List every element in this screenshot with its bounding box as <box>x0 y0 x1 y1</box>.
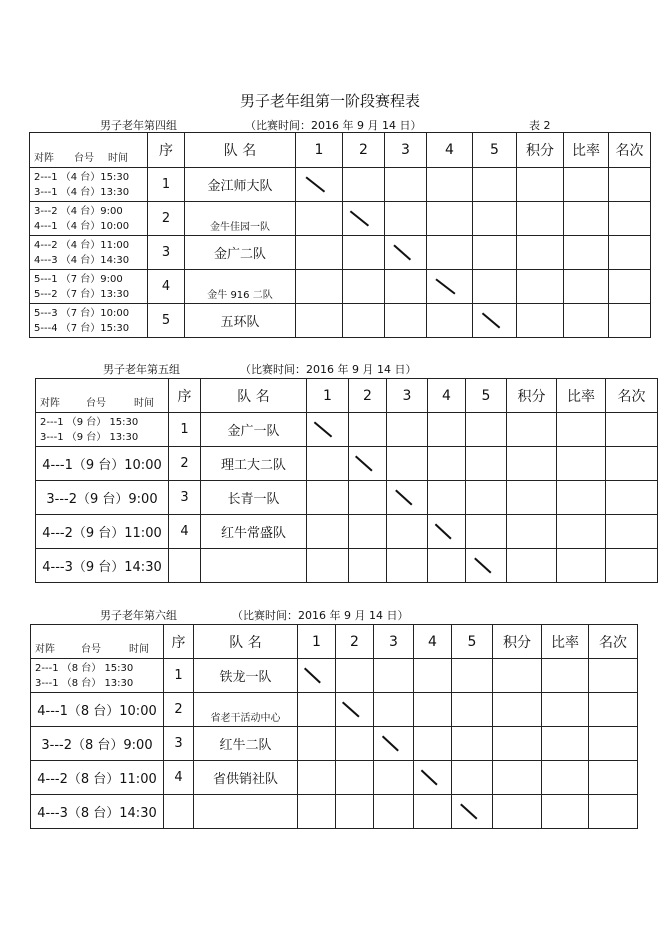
points-cell <box>507 549 557 583</box>
score-cell <box>428 481 466 515</box>
points-cell <box>493 693 542 727</box>
time-col-label: 时间 <box>129 644 149 655</box>
round-2-header: 2 <box>343 133 385 168</box>
table-col-label: 台号 <box>74 153 94 164</box>
rank-cell <box>589 761 638 795</box>
group-6-table <box>30 624 638 829</box>
rank-header: 名次 <box>609 133 651 168</box>
seq-cell: 2 <box>164 693 194 727</box>
match-line: 2---1 （9 台） 15:30 <box>40 416 139 428</box>
seq-cell: 1 <box>148 168 185 202</box>
match-line: 5---2 （7 台）13:30 <box>34 288 130 300</box>
diagonal-slash <box>343 202 384 235</box>
self-match-cell <box>296 168 343 202</box>
rank-cell <box>589 693 638 727</box>
team-cell: 金牛 916 二队 <box>185 270 296 304</box>
seq-header: 序 <box>169 379 201 413</box>
score-cell <box>387 447 428 481</box>
ratio-cell <box>557 515 606 549</box>
match-cell <box>30 304 148 338</box>
rank-header: 名次 <box>589 625 638 659</box>
group-4-table <box>29 132 651 338</box>
team-header: 队 名 <box>185 133 296 168</box>
score-cell <box>298 693 336 727</box>
team-cell: 红牛二队 <box>194 727 298 761</box>
match-line: 5---3 （7 台）10:00 <box>34 307 130 319</box>
score-cell <box>349 413 387 447</box>
round-5-header: 5 <box>466 379 507 413</box>
score-cell <box>428 549 466 583</box>
group-5-name: 男子老年第五组 <box>103 363 180 376</box>
group-5-time-note: （比赛时间：2016 年 9 月 14 日） <box>240 363 417 376</box>
rank-cell <box>609 270 651 304</box>
score-cell <box>385 304 427 338</box>
score-cell <box>349 481 387 515</box>
seq-cell: 1 <box>164 659 194 693</box>
points-cell <box>517 168 564 202</box>
seq-cell: 5 <box>148 304 185 338</box>
score-cell <box>374 795 414 829</box>
score-cell <box>452 761 493 795</box>
score-cell <box>307 549 349 583</box>
group-4-name: 男子老年第四组 <box>100 119 177 132</box>
seq-header: 序 <box>164 625 194 659</box>
match-cell <box>30 168 148 202</box>
rank-cell <box>606 413 658 447</box>
team-cell: 红牛常盛队 <box>201 515 307 549</box>
points-cell <box>517 270 564 304</box>
diagonal-slash <box>296 168 342 201</box>
rank-cell <box>589 727 638 761</box>
group-6-time-note: （比赛时间：2016 年 9 月 14 日） <box>232 609 409 622</box>
score-cell <box>349 515 387 549</box>
table-col-label: 台号 <box>81 644 101 655</box>
team-cell: 长青一队 <box>201 481 307 515</box>
score-cell <box>296 304 343 338</box>
points-header: 积分 <box>517 133 564 168</box>
score-cell <box>452 727 493 761</box>
match-col-label: 对阵 <box>35 644 55 655</box>
rank-cell <box>609 202 651 236</box>
match-cell <box>30 202 148 236</box>
points-cell <box>507 447 557 481</box>
group-6-name: 男子老年第六组 <box>100 609 177 622</box>
time-col-label: 时间 <box>108 153 128 164</box>
score-cell <box>473 202 517 236</box>
score-cell <box>296 270 343 304</box>
table-row <box>31 761 638 795</box>
self-match-cell <box>307 413 349 447</box>
rank-cell <box>606 515 658 549</box>
score-cell <box>414 659 452 693</box>
self-match-cell <box>374 727 414 761</box>
match-line: 5---1 （7 台）9:00 <box>34 273 123 285</box>
rank-cell <box>606 447 658 481</box>
diagonal-slash <box>349 447 386 480</box>
match-cell: 3---2（9 台）9:00 <box>36 481 169 515</box>
match-header-cell <box>30 133 148 168</box>
match-cell <box>30 270 148 304</box>
seq-cell: 4 <box>169 515 201 549</box>
match-line: 5---4 （7 台）15:30 <box>34 322 130 334</box>
diagonal-slash <box>452 795 492 828</box>
self-match-cell <box>387 481 428 515</box>
team-header: 队 名 <box>194 625 298 659</box>
round-1-header: 1 <box>296 133 343 168</box>
points-cell <box>507 515 557 549</box>
team-cell: 省老干活动中心 <box>194 693 298 727</box>
round-3-header: 3 <box>374 625 414 659</box>
score-cell <box>466 447 507 481</box>
ratio-cell <box>542 761 589 795</box>
score-cell <box>466 413 507 447</box>
ratio-cell <box>564 168 609 202</box>
seq-cell: 4 <box>164 761 194 795</box>
score-cell <box>307 515 349 549</box>
score-cell <box>427 236 473 270</box>
ratio-cell <box>542 659 589 693</box>
match-line: 3---2 （4 台）9:00 <box>34 205 123 217</box>
match-line: 3---1 （4 台）13:30 <box>34 186 130 198</box>
table-row <box>36 515 658 549</box>
seq-cell <box>169 549 201 583</box>
points-cell <box>493 727 542 761</box>
self-match-cell <box>298 659 336 693</box>
team-cell <box>194 795 298 829</box>
self-match-cell <box>473 304 517 338</box>
page-title: 男子老年组第一阶段赛程表 <box>239 92 420 110</box>
score-cell <box>336 727 374 761</box>
diagonal-slash <box>374 727 413 760</box>
ratio-cell <box>557 481 606 515</box>
seq-cell: 1 <box>169 413 201 447</box>
score-cell <box>349 549 387 583</box>
round-4-header: 4 <box>427 133 473 168</box>
team-cell <box>201 549 307 583</box>
score-cell <box>385 270 427 304</box>
ratio-cell <box>542 795 589 829</box>
score-cell <box>343 304 385 338</box>
self-match-cell <box>466 549 507 583</box>
team-cell: 金江师大队 <box>185 168 296 202</box>
table-row <box>36 413 658 447</box>
match-cell: 4---1（9 台）10:00 <box>36 447 169 481</box>
match-line: 3---1 （9 台） 13:30 <box>40 431 139 443</box>
points-cell <box>493 659 542 693</box>
round-5-header: 5 <box>473 133 517 168</box>
score-cell <box>374 659 414 693</box>
ratio-header: 比率 <box>542 625 589 659</box>
match-cell: 4---3（8 台）14:30 <box>31 795 164 829</box>
ratio-cell <box>557 413 606 447</box>
self-match-cell <box>427 270 473 304</box>
self-match-cell <box>349 447 387 481</box>
round-1-header: 1 <box>298 625 336 659</box>
diagonal-slash <box>307 413 348 446</box>
score-cell <box>385 202 427 236</box>
ratio-header: 比率 <box>564 133 609 168</box>
table-row <box>36 447 658 481</box>
ratio-cell <box>542 727 589 761</box>
table-row <box>30 168 651 202</box>
score-cell <box>473 168 517 202</box>
score-cell <box>343 168 385 202</box>
round-4-header: 4 <box>428 379 466 413</box>
score-cell <box>414 795 452 829</box>
match-line: 4---3 （4 台）14:30 <box>34 254 130 266</box>
self-match-cell <box>336 693 374 727</box>
match-line: 3---1 （8 台） 13:30 <box>35 677 134 689</box>
team-cell: 金广一队 <box>201 413 307 447</box>
score-cell <box>296 202 343 236</box>
score-cell <box>452 659 493 693</box>
score-cell <box>298 727 336 761</box>
score-cell <box>343 236 385 270</box>
ratio-cell <box>542 693 589 727</box>
diagonal-slash <box>473 304 516 337</box>
diagonal-slash <box>385 236 426 269</box>
round-3-header: 3 <box>385 133 427 168</box>
match-col-label: 对阵 <box>40 398 60 409</box>
diagonal-slash <box>298 659 335 692</box>
table-row <box>31 693 638 727</box>
score-cell <box>466 481 507 515</box>
ratio-cell <box>557 447 606 481</box>
diagonal-slash <box>387 481 427 514</box>
ratio-cell <box>557 549 606 583</box>
score-cell <box>473 270 517 304</box>
ratio-header: 比率 <box>557 379 606 413</box>
team-cell: 金广二队 <box>185 236 296 270</box>
points-header: 积分 <box>507 379 557 413</box>
score-cell <box>343 270 385 304</box>
score-cell <box>428 447 466 481</box>
score-cell <box>298 795 336 829</box>
seq-header: 序 <box>148 133 185 168</box>
seq-cell: 4 <box>148 270 185 304</box>
score-cell <box>336 659 374 693</box>
table-row <box>30 270 651 304</box>
match-cell <box>30 236 148 270</box>
rank-cell <box>589 659 638 693</box>
rank-cell <box>609 304 651 338</box>
match-line: 2---1 （4 台）15:30 <box>34 171 130 183</box>
score-cell <box>473 236 517 270</box>
ratio-cell <box>564 270 609 304</box>
table-row <box>36 549 658 583</box>
self-match-cell <box>343 202 385 236</box>
points-cell <box>493 761 542 795</box>
self-match-cell <box>385 236 427 270</box>
table-row <box>30 304 651 338</box>
time-col-label: 时间 <box>134 398 154 409</box>
match-col-label: 对阵 <box>34 153 54 164</box>
rank-header: 名次 <box>606 379 658 413</box>
score-cell <box>466 515 507 549</box>
score-cell <box>387 515 428 549</box>
table-row <box>31 795 638 829</box>
points-cell <box>507 413 557 447</box>
points-cell <box>517 304 564 338</box>
score-cell <box>307 447 349 481</box>
ratio-cell <box>564 304 609 338</box>
score-cell <box>414 727 452 761</box>
team-cell: 省供销社队 <box>194 761 298 795</box>
seq-cell <box>164 795 194 829</box>
team-cell: 铁龙一队 <box>194 659 298 693</box>
rank-cell <box>589 795 638 829</box>
seq-cell: 3 <box>169 481 201 515</box>
seq-cell: 2 <box>169 447 201 481</box>
score-cell <box>374 761 414 795</box>
table-row <box>36 481 658 515</box>
diagonal-slash <box>414 761 451 794</box>
points-header: 积分 <box>493 625 542 659</box>
round-4-header: 4 <box>414 625 452 659</box>
score-cell <box>307 481 349 515</box>
score-cell <box>427 202 473 236</box>
points-cell <box>517 236 564 270</box>
ratio-cell <box>564 236 609 270</box>
round-1-header: 1 <box>307 379 349 413</box>
rank-cell <box>606 549 658 583</box>
team-header: 队 名 <box>201 379 307 413</box>
round-2-header: 2 <box>336 625 374 659</box>
score-cell <box>387 413 428 447</box>
score-cell <box>414 693 452 727</box>
points-cell <box>493 795 542 829</box>
round-3-header: 3 <box>387 379 428 413</box>
table-row <box>31 727 638 761</box>
team-cell: 金牛佳园一队 <box>185 202 296 236</box>
diagonal-slash <box>428 515 465 548</box>
seq-cell: 2 <box>148 202 185 236</box>
team-cell: 理工大二队 <box>201 447 307 481</box>
table-col-label: 台号 <box>86 398 106 409</box>
table-row <box>30 202 651 236</box>
match-cell <box>31 659 164 693</box>
score-cell <box>387 549 428 583</box>
match-cell: 4---2（8 台）11:00 <box>31 761 164 795</box>
score-cell <box>296 236 343 270</box>
diagonal-slash <box>336 693 373 726</box>
match-line: 2---1 （8 台） 15:30 <box>35 662 134 674</box>
group-4-time-note: （比赛时间：2016 年 9 月 14 日） <box>245 119 422 132</box>
round-2-header: 2 <box>349 379 387 413</box>
score-cell <box>385 168 427 202</box>
match-line: 4---1 （4 台）10:00 <box>34 220 130 232</box>
ratio-cell <box>564 202 609 236</box>
match-cell: 4---3（9 台）14:30 <box>36 549 169 583</box>
match-header-cell <box>31 625 164 659</box>
rank-cell <box>609 236 651 270</box>
seq-cell: 3 <box>164 727 194 761</box>
score-cell <box>336 795 374 829</box>
table-row <box>30 236 651 270</box>
points-cell <box>517 202 564 236</box>
rank-cell <box>609 168 651 202</box>
table-row <box>31 659 638 693</box>
score-cell <box>427 168 473 202</box>
match-cell <box>36 413 169 447</box>
score-cell <box>427 304 473 338</box>
score-cell <box>374 693 414 727</box>
self-match-cell <box>414 761 452 795</box>
diagonal-slash <box>466 549 506 582</box>
match-line: 4---2 （4 台）11:00 <box>34 239 130 251</box>
score-cell <box>452 693 493 727</box>
rank-cell <box>606 481 658 515</box>
group-5-table <box>35 378 658 583</box>
self-match-cell <box>452 795 493 829</box>
match-cell: 4---1（8 台）10:00 <box>31 693 164 727</box>
score-cell <box>428 413 466 447</box>
group-4-sheet-number: 表 2 <box>529 119 551 132</box>
points-cell <box>507 481 557 515</box>
team-cell: 五环队 <box>185 304 296 338</box>
score-cell <box>298 761 336 795</box>
match-cell: 4---2（9 台）11:00 <box>36 515 169 549</box>
diagonal-slash <box>427 270 472 303</box>
self-match-cell <box>428 515 466 549</box>
seq-cell: 3 <box>148 236 185 270</box>
match-header-cell <box>36 379 169 413</box>
score-cell <box>336 761 374 795</box>
match-cell: 3---2（8 台）9:00 <box>31 727 164 761</box>
round-5-header: 5 <box>452 625 493 659</box>
